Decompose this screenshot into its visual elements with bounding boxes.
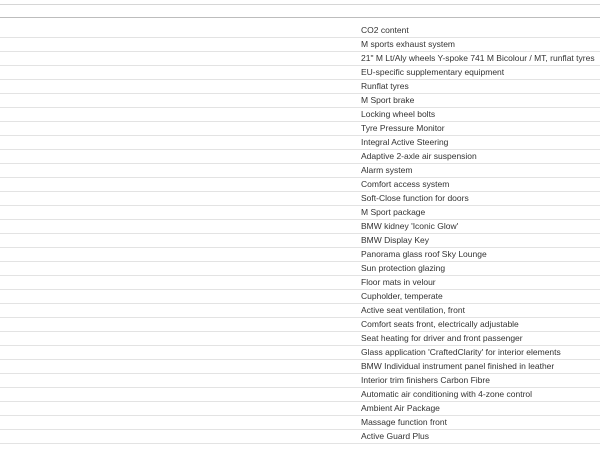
equipment-label: Cupholder, temperate (361, 291, 443, 301)
list-item (0, 262, 600, 276)
list-item (0, 416, 600, 430)
equipment-label: Active seat ventilation, front (361, 305, 465, 315)
equipment-label: M Sport brake (361, 95, 415, 105)
list-item (0, 178, 600, 192)
list-item (0, 38, 600, 52)
list-item (0, 402, 600, 416)
equipment-label: M sports exhaust system (361, 39, 456, 49)
list-item (0, 248, 600, 262)
equipment-label: Massage function front (361, 417, 447, 427)
list-item (0, 374, 600, 388)
list-item (0, 360, 600, 374)
list-item (0, 80, 600, 94)
list-item (0, 318, 600, 332)
list-item (0, 388, 600, 402)
equipment-label: BMW Individual instrument panel finished in leather (361, 361, 555, 371)
list-item (0, 430, 600, 444)
equipment-label: BMW kidney 'Iconic Glow' (361, 221, 459, 231)
list-item (0, 136, 600, 150)
equipment-label: Active Guard Plus (361, 431, 430, 441)
equipment-label: Runflat tyres (361, 81, 409, 91)
list-item (0, 150, 600, 164)
equipment-label: EU-specific supplementary equipment (361, 67, 505, 77)
list-item (0, 276, 600, 290)
list-item (0, 220, 600, 234)
list-item (0, 94, 600, 108)
equipment-label: CO2 content (361, 25, 409, 35)
equipment-label: BMW Display Key (361, 235, 430, 245)
equipment-label: Alarm system (361, 165, 413, 175)
equipment-label: Sun protection glazing (361, 263, 446, 273)
list-item (0, 304, 600, 318)
list-item (0, 164, 600, 178)
table-header-row (0, 5, 600, 18)
equipment-label: Automatic air conditioning with 4-zone control (361, 389, 533, 399)
list-item (0, 234, 600, 248)
equipment-label: Seat heating for driver and front passenger (361, 333, 523, 343)
list-item (0, 24, 600, 38)
equipment-label: Soft-Close function for doors (361, 193, 469, 203)
list-item (0, 122, 600, 136)
equipment-label: 21" M Lt/Aly wheels Y-spoke 741 M Bicolour / MT, runflat tyres (361, 53, 595, 63)
equipment-label: Tyre Pressure Monitor (361, 123, 445, 133)
equipment-label: Adaptive 2-axle air suspension (361, 151, 477, 161)
list-item (0, 332, 600, 346)
list-item (0, 192, 600, 206)
list-item (0, 66, 600, 80)
equipment-label: Floor mats in velour (361, 277, 436, 287)
list-item (0, 52, 600, 66)
list-item (0, 108, 600, 122)
equipment-label: Interior trim finishers Carbon Fibre (361, 375, 490, 385)
equipment-label: Panorama glass roof Sky Lounge (361, 249, 487, 259)
equipment-list (0, 24, 600, 444)
equipment-label: Comfort access system (361, 179, 450, 189)
equipment-label: Glass application 'CraftedClarity' for interior elements (361, 347, 561, 357)
equipment-label: Comfort seats front, electrically adjustable (361, 319, 519, 329)
equipment-label: Integral Active Steering (361, 137, 449, 147)
list-item (0, 290, 600, 304)
list-item (0, 206, 600, 220)
equipment-label: M Sport package (361, 207, 426, 217)
list-item (0, 346, 600, 360)
equipment-label: Ambient Air Package (361, 403, 440, 413)
equipment-label: Locking wheel bolts (361, 109, 436, 119)
